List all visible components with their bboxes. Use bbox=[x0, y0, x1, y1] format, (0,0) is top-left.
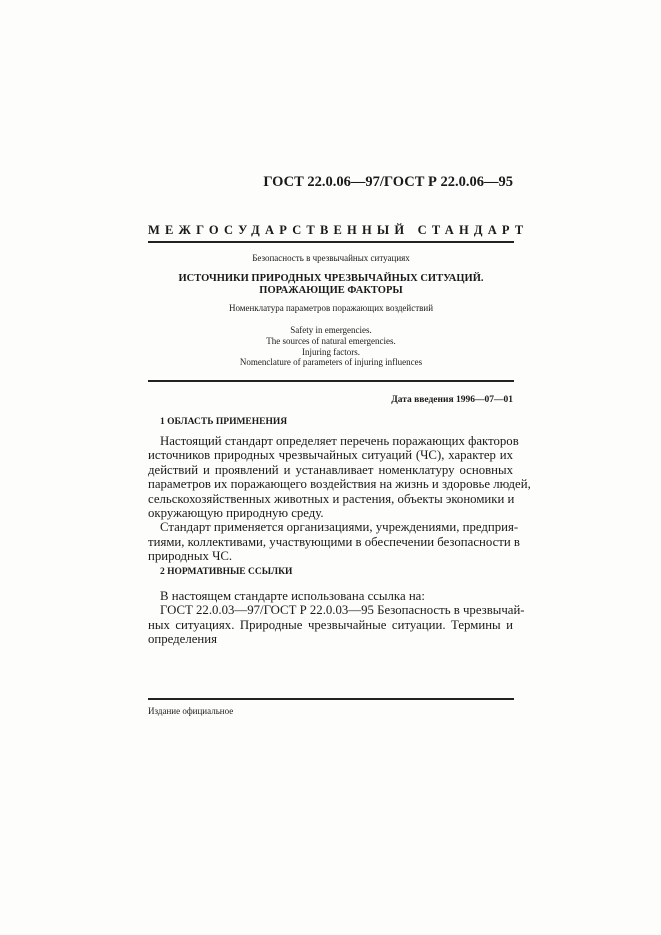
text-line: параметров их поражающего воздействия на жизнь и здоровье людей, bbox=[148, 477, 531, 492]
edition-note: Издание официальное bbox=[148, 706, 234, 716]
effective-date: Дата введения 1996—07—01 bbox=[391, 395, 513, 405]
english-title-line: Safety in emergencies. bbox=[290, 325, 372, 335]
section-2-text bbox=[148, 589, 525, 647]
standard-type-title: МЕЖГОСУДАРСТВЕННЫЙ СТАНДАРТ bbox=[148, 223, 529, 237]
english-title-line: Nomenclature of parameters of injuring influences bbox=[239, 357, 423, 367]
series-title: Безопасность в чрезвычайных ситуациях bbox=[252, 253, 410, 263]
section-1-text bbox=[148, 434, 531, 564]
subtitle: Номенклатура параметров поражающих воздействий bbox=[228, 303, 434, 313]
text-line: тиями, коллективами, участвующими в обеспечении безопасности в bbox=[148, 534, 520, 549]
text-line: окружающую природную среду. bbox=[148, 506, 324, 521]
text-line: Стандарт применяется организациями, учреждениями, предприя- bbox=[160, 520, 519, 535]
text-line: действий и проявлений и устанавливает номенклатуру основных bbox=[148, 462, 513, 477]
english-title-line: The sources of natural emergencies. bbox=[266, 336, 396, 346]
section-2-heading: 2 НОРМАТИВНЫЕ ССЫЛКИ bbox=[160, 567, 293, 577]
text-line: ГОСТ 22.0.03—97/ГОСТ Р 22.0.03—95 Безопасность в чрезвычай- bbox=[160, 603, 525, 618]
text-line: В настоящем стандарте использована ссылка на: bbox=[160, 589, 425, 603]
footer-rule bbox=[148, 698, 514, 700]
section-1-heading: 1 ОБЛАСТЬ ПРИМЕНЕНИЯ bbox=[160, 417, 288, 427]
main-title-line-1: ИСТОЧНИКИ ПРИРОДНЫХ ЧРЕЗВЫЧАЙНЫХ СИТУАЦИЙ. bbox=[178, 273, 484, 284]
title-rule bbox=[148, 241, 514, 243]
main-title-line-2: ПОРАЖАЮЩИЕ ФАКТОРЫ bbox=[259, 285, 403, 296]
standard-designation: ГОСТ 22.0.06—97/ГОСТ Р 22.0.06—95 bbox=[263, 174, 513, 190]
text-line: сельскохозяйственных животных и растения, объекты экономики и bbox=[148, 491, 515, 506]
text-line: определения bbox=[148, 632, 217, 647]
english-title-line: Injuring factors. bbox=[302, 347, 360, 357]
text-line: источников природных чрезвычайных ситуаций (ЧС), характер их bbox=[148, 448, 513, 463]
text-line: Настоящий стандарт определяет перечень поражающих факторов bbox=[160, 434, 519, 448]
text-line: природных ЧС. bbox=[148, 549, 233, 564]
text-line: ных ситуациях. Природные чрезвычайные ситуации. Термины и bbox=[148, 617, 513, 632]
header-rule bbox=[148, 380, 514, 382]
